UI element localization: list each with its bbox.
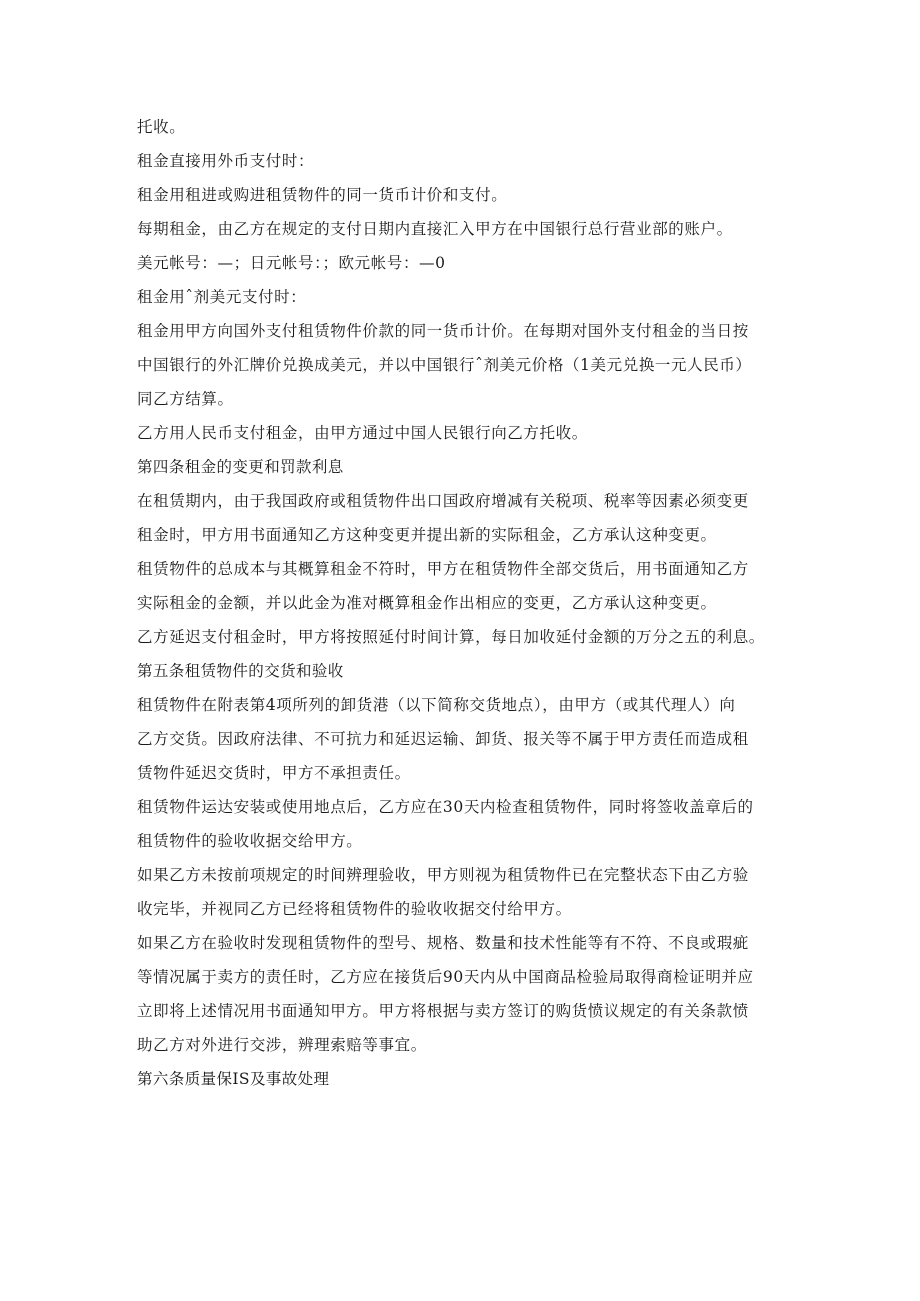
text-line: 租赁物件运达安装或使用地点后，乙方应在30天内检查租赁物件，同时将签收盖章后的	[137, 798, 754, 816]
document-page	[137, 110, 807, 1096]
text-line: 如果乙方在验收时发现租赁物件的型号、规格、数量和技术性能等有不符、不良或瑕疵	[137, 934, 749, 952]
section-heading: 第六条质量保IS及事故处理	[137, 1070, 330, 1088]
text-line: 助乙方对外进行交涉，辨理索赔等事宜。	[137, 1036, 427, 1054]
text-line: 等情况属于卖方的责任时，乙方应在接货后90天内从中国商品检验局取得商检证明并应	[137, 968, 754, 986]
text-line: 在租赁期内，由于我国政府或租赁物件出口国政府增减有关税项、税率等因素必须变更	[137, 492, 749, 510]
section-heading: 第四条租金的变更和罚款利息	[137, 458, 344, 476]
text-line: 每期租金，由乙方在规定的支付日期内直接汇入甲方在中国银行总行营业部的账户。	[137, 220, 733, 238]
text-line: 托收。	[137, 118, 186, 136]
text-line: 租赁物件的总成本与其概算租金不符时，甲方在租赁物件全部交货后，用书面通知乙方	[137, 560, 749, 578]
text-line: 乙方用人民币支付租金，由甲方通过中国人民银行向乙方托收。	[137, 424, 588, 442]
text-line: 租金时，甲方用书面通知乙方这种变更并提出新的实际租金，乙方承认这种变更。	[137, 526, 717, 544]
text-line: 立即将上述情况用书面通知甲方。甲方将根据与卖方签订的购货愤议规定的有关条款愤	[137, 1002, 749, 1020]
text-line: 租金直接用外币支付时：	[137, 152, 315, 170]
text-line: 租金用ˆ剂美元支付时：	[137, 288, 307, 306]
text-line: 赁物件延迟交货时，甲方不承担责任。	[137, 764, 411, 782]
text-line: 收完毕，并视同乙方已经将租赁物件的验收收据交付给甲方。	[137, 900, 572, 918]
text-line: 如果乙方未按前项规定的时间辨理验收，甲方则视为租赁物件已在完整状态下由乙方验	[137, 866, 749, 884]
text-line: 美元帐号：—；日元帐号：；欧元帐号：—0	[137, 254, 446, 272]
text-line: 租金用甲方向国外支付租赁物件价款的同一货币计价。在每期对国外支付租金的当日按	[137, 322, 749, 340]
text-line: 乙方延迟支付租金时，甲方将按照延付时间计算，每日加收延付金额的万分之五的利息。	[137, 628, 765, 646]
text-line: 乙方交货。因政府法律、不可抗力和延迟运输、卸货、报关等不属于甲方责任而造成租	[137, 730, 749, 748]
text-line: 租赁物件在附表第4项所列的卸货港（以下简称交货地点），由甲方（或其代理人）向	[137, 696, 736, 714]
text-line: 租赁物件的验收收据交给甲方。	[137, 832, 363, 850]
text-line: 实际租金的金额，并以此金为准对概算租金作出相应的变更，乙方承认这种变更。	[137, 594, 717, 612]
text-line: 中国银行的外汇牌价兑换成美元，并以中国银行ˆ剂美元价格（1美元兑换一元人民币）	[137, 356, 752, 374]
text-line: 同乙方结算。	[137, 390, 234, 408]
section-heading: 第五条租赁物件的交货和验收	[137, 662, 344, 680]
text-line: 租金用租进或购进租赁物件的同一货币计价和支付。	[137, 186, 508, 204]
